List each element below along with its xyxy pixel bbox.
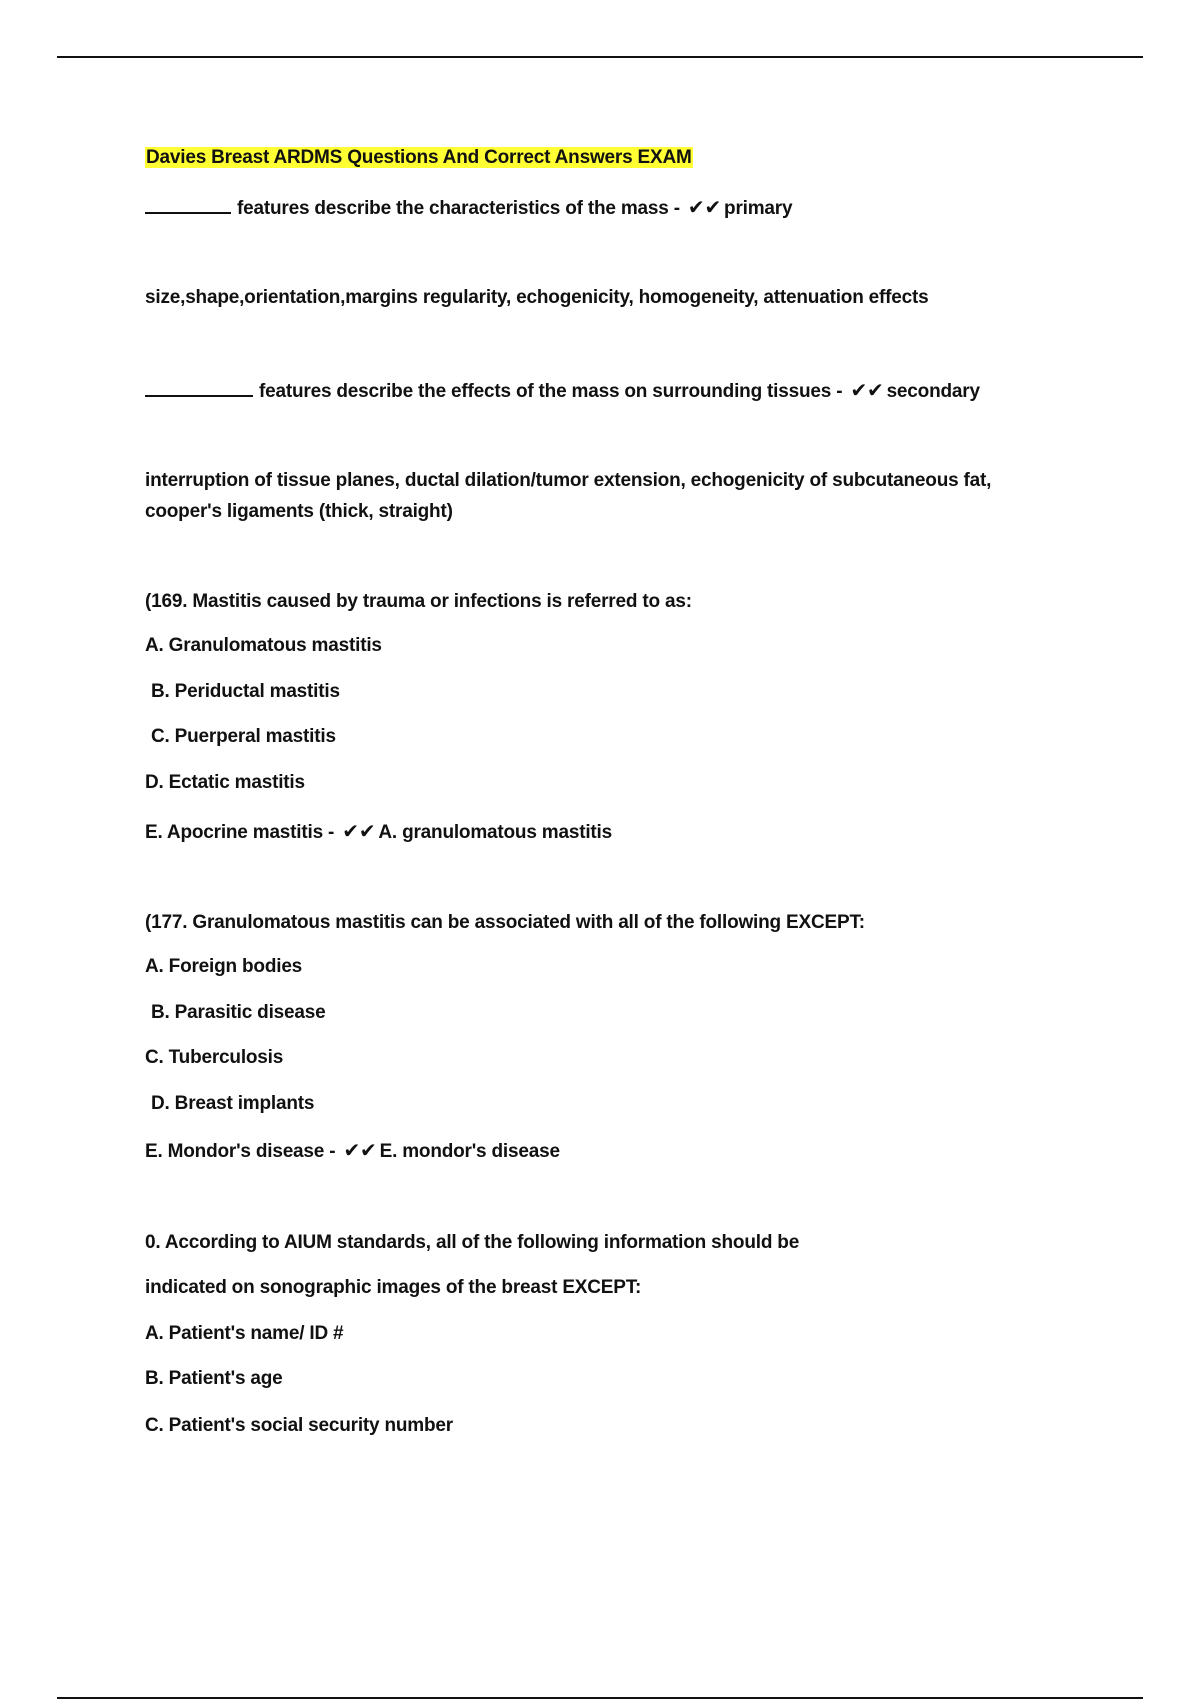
- document-title: [145, 146, 693, 170]
- question-0-line-1: 0. According to AIUM standards, all of the following information should be: [145, 1232, 800, 1253]
- option-e-with-answer: [145, 1138, 560, 1164]
- option-b: B. Periductal mastitis: [151, 681, 340, 702]
- option-e: E. Mondor's disease -: [145, 1141, 336, 1162]
- item-primary-detail: size,shape,orientation,margins regularity, echogenicity, homogeneity, attenuation effects: [145, 287, 929, 308]
- option-a: A. Foreign bodies: [145, 956, 303, 977]
- item-prompt: features describe the characteristics of the mass -: [237, 198, 680, 219]
- top-rule: [57, 56, 1143, 58]
- option-e-with-answer: [145, 819, 612, 845]
- fill-in-blank: [145, 379, 253, 397]
- option-e: E. Apocrine mastitis -: [145, 822, 335, 843]
- option-c: C. Puerperal mastitis: [151, 726, 336, 747]
- option-b: B. Parasitic disease: [151, 1002, 326, 1023]
- answer: A. granulomatous mastitis: [378, 822, 612, 843]
- option-d: D. Ectatic mastitis: [145, 772, 305, 793]
- double-check-icon: ✔✔: [850, 378, 884, 402]
- fill-in-blank: [145, 196, 231, 214]
- option-b: B. Patient's age: [145, 1368, 283, 1389]
- double-check-icon: ✔✔: [343, 1138, 377, 1162]
- option-c: C. Tuberculosis: [145, 1047, 284, 1068]
- item-answer: secondary: [886, 381, 980, 402]
- option-a: A. Granulomatous mastitis: [145, 635, 382, 656]
- answer: E. mondor's disease: [379, 1141, 560, 1162]
- double-check-icon: ✔✔: [342, 819, 376, 843]
- item-answer: primary: [724, 198, 793, 219]
- item-secondary-detail: interruption of tissue planes, ductal dilation/tumor extension, echogenicity of subcutaneous fat, cooper's ligaments (thick, straight): [145, 470, 992, 522]
- item-secondary: [145, 378, 980, 404]
- item-primary: [145, 195, 792, 221]
- double-check-icon: ✔✔: [687, 195, 722, 219]
- option-c: C. Patient's social security number: [145, 1415, 453, 1436]
- option-a: A. Patient's name/ ID #: [145, 1323, 344, 1344]
- option-d: D. Breast implants: [151, 1093, 315, 1114]
- question-0-line-2: indicated on sonographic images of the breast EXCEPT:: [145, 1277, 642, 1298]
- question-169: (169. Mastitis caused by trauma or infections is referred to as:: [145, 591, 692, 612]
- item-prompt: features describe the effects of the mass on surrounding tissues -: [259, 381, 843, 402]
- title-highlight: Davies Breast ARDMS Questions And Correct Answers EXAM: [146, 147, 692, 168]
- question-177: (177. Granulomatous mastitis can be associated with all of the following EXCEPT:: [145, 912, 865, 933]
- bottom-rule: [57, 1697, 1143, 1699]
